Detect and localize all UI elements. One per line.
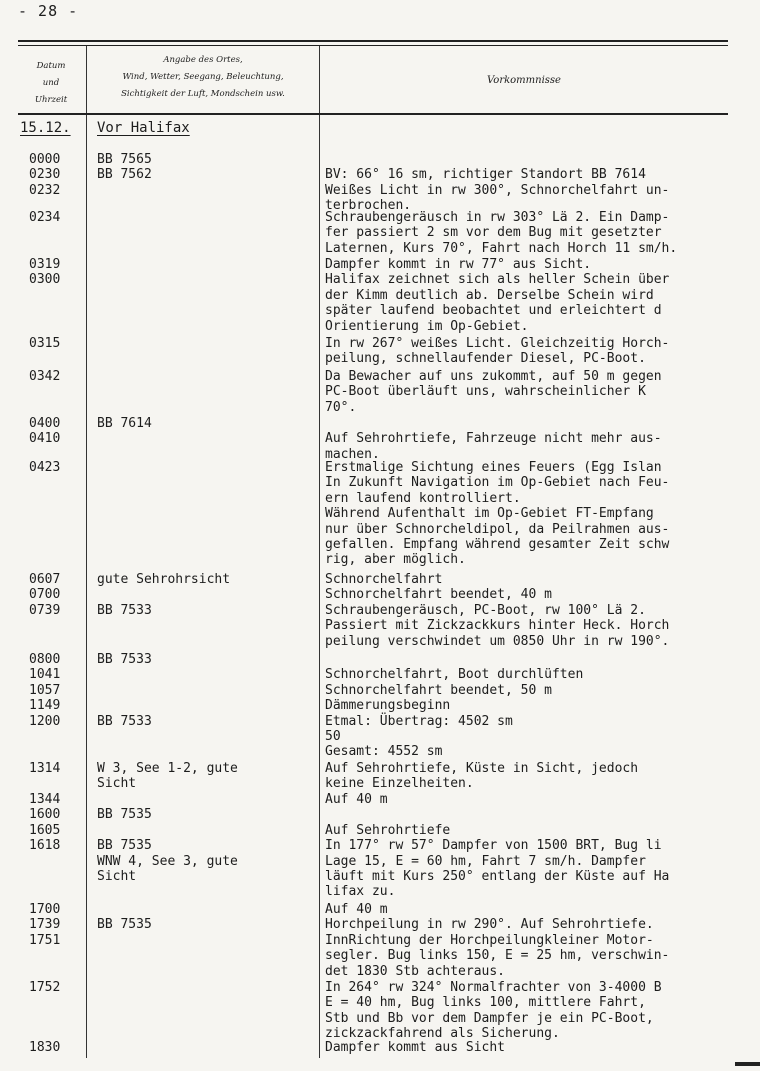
page-number: - 28 - [18,2,79,20]
header-place-text: Angabe des Ortes, Wind, Wetter, Seegang, Beleuchtung, Sichtigkeit der Luft, Mondschein usw. [121,55,285,99]
entry-time: 0234 [29,210,61,225]
entry-event: BV: 66° 16 sm, richtiger Standort BB 7614 Weißes Licht in rw 300°, Schnorchelfahrt un- terbrochen. [325,167,670,214]
header-rule [18,113,728,115]
entry-place: BB 7614 [97,416,152,431]
entry-event: Auf Sehrohrtiefe, Küste in Sicht, jedoch keine Einzelheiten. [325,761,639,792]
entry-event: Schnorchelfahrt Schnorchelfahrt beendet, 40 m Schraubengeräusch, PC-Boot, rw 100° Lä 2. Passiert mit Zickzackkurs hinter Heck. Horch peilung verschwindet um 0850 Uhr in rw 190°. [325,572,670,649]
entry-time: 1752 [29,980,61,995]
entry-event: In rw 267° weißes Licht. Gleichzeitig Horch- peilung, schnellaufender Diesel, PC-Boot. [325,336,670,367]
day-date: 15.12. [20,120,71,136]
entry-event: Auf Sehrohrtiefe, Fahrzeuge nicht mehr aus- machen. [325,431,662,462]
header-place-column [90,52,316,103]
top-rule-thin [18,45,728,46]
entry-time: 1700 1739 1751 [29,902,61,948]
bottom-edge-mark [735,1062,760,1066]
entry-event: Schnorchelfahrt, Boot durchlüften Schnorchelfahrt beendet, 50 m Dämmerungsbeginn Etmal: Übertrag: 4502 sm 50 Gesamt: 4552 sm [325,667,584,760]
entry-event: Dampfer kommt in rw 77° aus Sicht. Halifax zeichnet sich als heller Schein über der Kimm deutlich ab. Derselbe Schein wird später laufend beobachtet und erleichtert d Orientierung im Op-Gebiet. [325,257,670,334]
entry-time: 0607 0700 0739 [29,572,61,618]
entry-time: 1344 1600 1605 1618 [29,792,61,854]
header-events-text: Vorkommnisse [487,75,561,86]
entry-time: 0400 0410 [29,416,61,447]
entry-event: Schraubengeräusch in rw 303° Lä 2. Ein Damp- fer passiert 2 sm vor dem Bug mit gesetzter Laternen, Kurs 70°, Fahrt nach Horch 11 sm/h. [325,210,678,256]
entry-place: BB 7535 BB 7535 WNW 4, See 3, gute Sicht [97,807,238,885]
entry-place: BB 7533 BB 7533 [97,652,152,729]
entry-time: 1830 [29,1040,61,1055]
entry-event: Da Bewacher auf uns zukommt, auf 50 m gegen PC-Boot überläuft uns, wahrscheinlicher K 70°. [325,369,662,415]
entry-time: 0315 [29,336,61,351]
header-date-text: Datum und Uhrzeit [34,61,68,105]
entry-event: Dampfer kommt aus Sicht [325,1040,506,1055]
entry-time: 0319 0300 [29,257,61,288]
entry-time: 0423 [29,460,61,475]
entry-time: 0342 [29,369,61,384]
entry-event: Auf 40 m Horchpeilung in rw 290°. Auf Sehrohrtiefe. InnRichtung der Horchpeilungkleiner Motor- segler. Bug links 150, E = 25 hm, verschwin- det 1830 Stb achteraus. [325,902,670,979]
header-date-column [20,58,82,109]
entry-time: 1314 [29,761,61,776]
entry-place: gute Sehrohrsicht BB 7533 [97,572,231,618]
entry-time: 0800 1041 1057 1149 1200 [29,652,61,729]
entry-event: Erstmalige Sichtung eines Feuers (Egg Islan In Zukunft Navigation im Op-Gebiet nach Feu- ern laufend kontrolliert. Während Aufenthalt im Op-Gebiet FT-Empfang nur über Schnorcheldipol, da Peilrahmen aus- gefallen. Empfang während gesamter Zeit schw rig, aber möglich. [325,460,670,568]
day-place: Vor Halifax [97,120,190,136]
entry-place: BB 7565 BB 7562 [97,152,152,183]
entry-place: W 3, See 1-2, gute Sicht [97,761,238,792]
header-events-column [322,72,726,89]
column-divider-place [319,46,320,1058]
entry-event: In 264° rw 324° Normalfrachter von 3-4000 B E = 40 hm, Bug links 100, mittlere Fahrt, Stb und Bb vor dem Dampfer je ein PC-Boot, zickzackfahrend als Sicherung. [325,980,662,1042]
entry-time: 0000 0230 0232 [29,152,61,198]
entry-event: Auf 40 m Auf Sehrohrtiefe In 177° rw 57° Dampfer von 1500 BRT, Bug li Lage 15, E = 60 hm, Fahrt 7 sm/h. Dampfer läuft mit Kurs 250° entlang der Küste auf Ha lifax zu. [325,792,670,900]
entry-place: BB 7535 [97,917,152,933]
top-rule [18,40,728,42]
